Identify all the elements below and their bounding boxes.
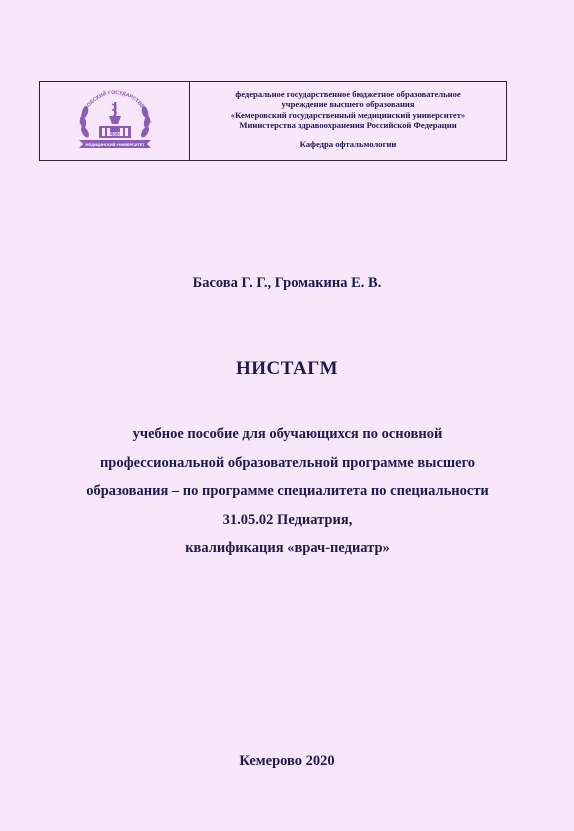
organization-info: [190, 82, 506, 160]
city-year: Кемерово 2020: [239, 753, 335, 769]
document-title: НИСТАГМ: [236, 358, 338, 379]
subtitle-line-4: 31.05.02 Педиатрия,: [222, 511, 353, 528]
university-logo: [69, 86, 161, 156]
org-line-4: Министерства здравоохранения Российской Федерации: [239, 119, 457, 130]
org-line-3: «Кемеровский государственный медицинский университет»: [230, 109, 466, 120]
logo-ribbon-text: МЕДИЦИНСКИЙ УНИВЕРСИТЕТ: [84, 143, 145, 147]
logo-year: 1955: [108, 132, 121, 138]
logo-cell: [40, 82, 190, 160]
document-subtitle: [60, 420, 515, 563]
subtitle-line-1: учебное пособие для обучающихся по основной: [132, 426, 443, 442]
org-line-2: учреждение высшего образования: [281, 99, 415, 110]
subtitle-line-3: образования – по программе специалитета по специальности: [86, 483, 489, 499]
header-table: [39, 81, 507, 161]
department-name: Кафедра офтальмологии: [299, 139, 397, 150]
authors: Басова Г. Г., Громакина Е. В.: [192, 275, 382, 291]
subtitle-line-2: профессиональной образовательной программе высшего: [99, 454, 476, 471]
org-line-1: федеральное государственное бюджетное образовательное: [235, 89, 461, 99]
logo-arc-text: КЕМЕРОВСКИЙ ГОСУДАРСТВЕННЫЙ: [78, 89, 151, 125]
subtitle-line-5: квалификация «врач-педиатр»: [185, 540, 390, 556]
